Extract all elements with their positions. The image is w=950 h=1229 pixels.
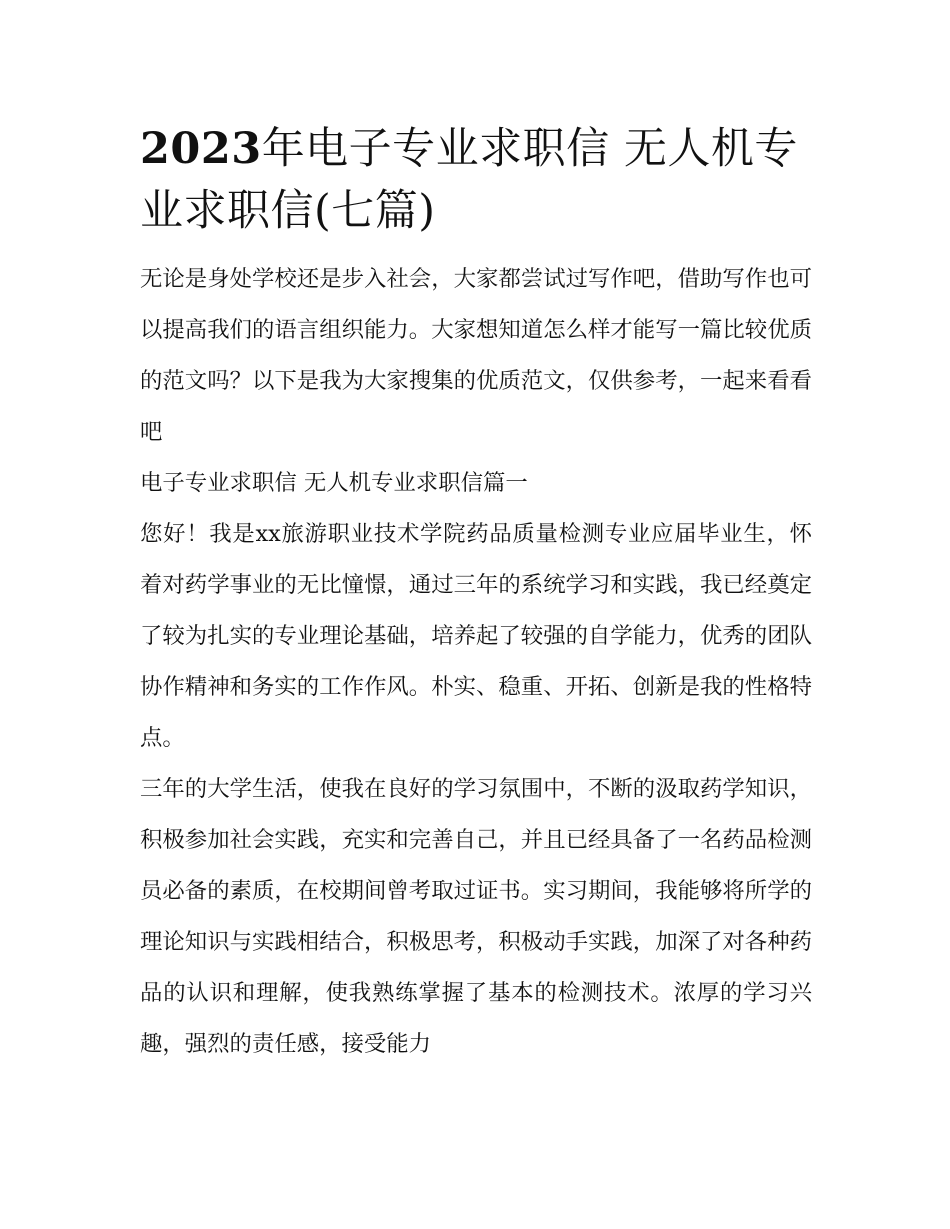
document-content — [140, 118, 812, 1070]
intro-paragraph: 无论是身处学校还是步入社会，大家都尝试过写作吧，借助写作也可以提高我们的语言组织能力。大家想知道怎么样才能写一篇比较优质的范文吗？以下是我为大家搜集的优质范文，仅供参考，一起来看看吧 — [140, 266, 812, 445]
body-paragraph: 三年的大学生活，使我在良好的学习氛围中，不断的汲取药学知识，积极参加社会实践，充实和完善自己，并且已经具备了一名药品检测员必备的素质，在校期间曾考取过证书。实习期间，我能够将所学的理论知识与实践相结合，积极思考，积极动手实践，加深了对各种药品的认识和理解，使我熟练掌握了基本的检测技术。浓厚的学习兴趣，强烈的责任感，接受能力 — [140, 776, 812, 1057]
title-year: 2023 — [140, 124, 262, 174]
section-heading: 电子专业求职信 无人机专业求职信篇一 — [140, 470, 528, 496]
body-paragraph: 您好！我是xx旅游职业技术学院药品质量检测专业应届毕业生，怀着对药学事业的无比憧憬，通过三年的系统学习和实践，我已经奠定了较为扎实的专业理论基础，培养起了较强的自学能力，优秀的团队协作精神和务实的工作作风。朴实、稳重、开拓、创新是我的性格特点。 — [140, 521, 812, 751]
document-title — [140, 118, 812, 242]
title-text: 年电子专业求职信 无人机专业求职信(七篇) — [140, 124, 798, 236]
